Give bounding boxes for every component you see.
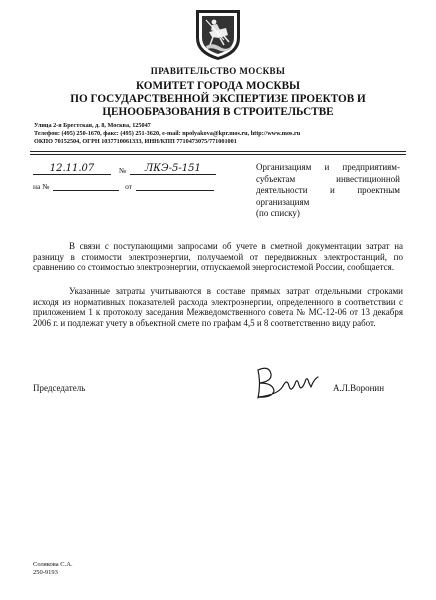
reference-date-field (136, 179, 214, 191)
signer-name: А.Л.Воронин (333, 383, 385, 393)
reference-number-field (53, 179, 119, 191)
addressee-line: деятельности и проектным (256, 185, 400, 195)
executor-block (33, 561, 73, 577)
committee-name (40, 80, 396, 119)
letter-body (33, 241, 403, 273)
government-heading: ПРАВИТЕЛЬСТВО МОСКВЫ (150, 66, 286, 76)
committee-line: КОМИТЕТ ГОРОДА МОСКВЫ (135, 80, 301, 92)
registration-number: ЛКЭ-5-151 (144, 163, 201, 174)
reference-line (33, 179, 214, 191)
addressee-block (256, 162, 400, 220)
body-paragraph: В связи с поступающими запросами об учете в сметной документации затрат на разницу в стоимости электроэнергии, получаемой от передвижных электростанций, по сравнению со стоимостью электроэнергии, отпускаемой энергосистемой России, сообщается. (33, 241, 403, 273)
reference-label: на № (33, 182, 50, 191)
addressee-line: организациям (256, 196, 310, 207)
body-paragraph: Указанные затраты учитываются в составе прямых затрат отдельными строками исходя из нормативных показателей расхода электроэнергии, определенного в соответствии с приложением 1 к протоколу заседания Межведомственного совета № МС-12-06 от 13 декабря 2006 г. и подлежат учету в объектной смете по графам 4,5 и 8 соответственно виду работ. (33, 286, 403, 328)
phone-line: Телефон: (495) 250-1670, факс: (495) 251-3620, e-mail: npolyakova@kpr.mos.ru, http://www.mos.ru (34, 130, 301, 137)
moscow-coat-of-arms-icon (193, 8, 243, 62)
address-line: Улица 2-я Брестская, д. 8, Москва, 125047 (34, 122, 151, 129)
letter-body-continued (33, 286, 403, 328)
handwritten-signature (252, 362, 320, 402)
addressee-line: (по списку) (256, 208, 300, 218)
executor-name: Солякова С.А. (33, 561, 73, 568)
addressee-line: субъектам инвестиционной (256, 173, 400, 184)
reference-from-label: от (125, 182, 133, 191)
contact-block (34, 122, 300, 146)
codes-line: ОКПО 70152504, ОГРН 1037710061333, ИНН/КПП 7710473075/771001001 (34, 138, 237, 145)
executor-phone: 250-9193 (33, 569, 58, 576)
committee-line: ПО ГОСУДАРСТВЕННОЙ ЭКСПЕРТИЗЕ ПРОЕКТОВ И (70, 93, 366, 105)
registration-date: 12.11.07 (49, 163, 95, 174)
signer-title: Председатель (33, 383, 86, 393)
registration-line (33, 163, 216, 175)
addressee-line: Организациям и предприятиям- (256, 162, 400, 172)
header-rule (30, 151, 406, 152)
header-rule-thin (30, 154, 406, 155)
committee-line: ЦЕНООБРАЗОВАНИЯ В СТРОИТЕЛЬСТВЕ (102, 106, 334, 118)
number-label: № (118, 166, 127, 175)
